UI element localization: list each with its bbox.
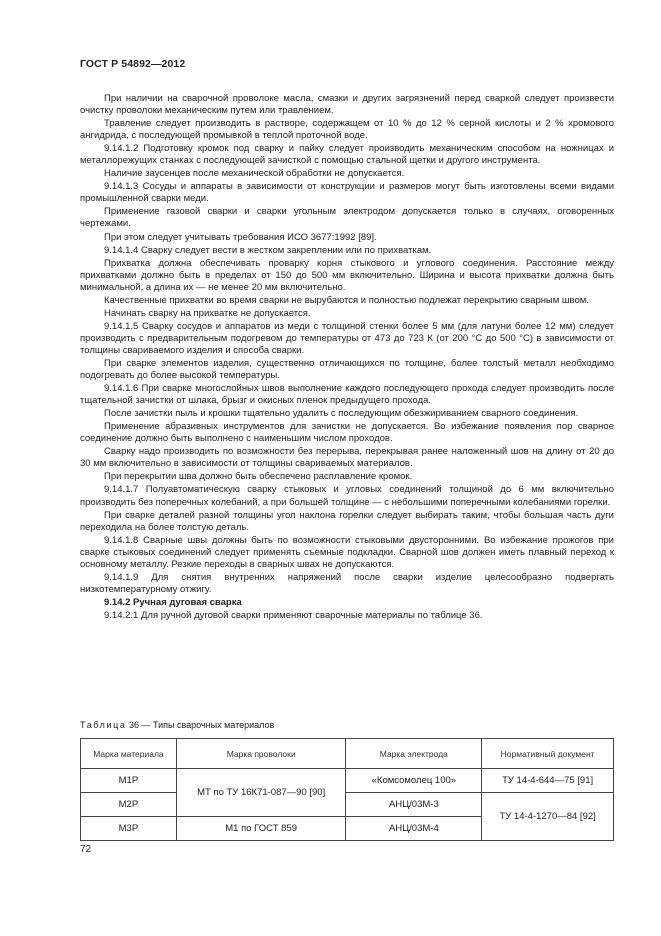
table-header-row xyxy=(81,739,614,769)
cell-material: М2Р xyxy=(81,793,177,817)
section-heading: 9.14.2 Ручная дуговая сварка xyxy=(104,596,242,608)
paragraph: После зачистки пыль и крошки тщательно удалить с последующим обезжириванием сварного соединения. xyxy=(104,408,579,420)
cell-document: ТУ 14-4-1270—84 [92] xyxy=(482,793,614,841)
document-header: ГОСТ Р 54892—2012 xyxy=(80,58,186,70)
cell-electrode: АНЦ/03М-4 xyxy=(346,817,482,841)
table-caption-title: 36 — Типы сварочных материалов xyxy=(126,720,275,730)
cell-material: М1Р xyxy=(81,769,177,793)
paragraph: Начинать сварку на прихватке не допускается. xyxy=(104,307,311,319)
header-electrode-grade: Марка электрода xyxy=(346,739,482,769)
cell-electrode: «Комсомолец 100» xyxy=(346,769,482,793)
paragraph: 9.14.1.2 Подготовку кромок под сварку и пайку следует производить механическим способом на ножницах и металлорежущих станках с последующей зачисткой с помощью стальной щетки и другого инструмента. xyxy=(80,143,614,167)
paragraph: 9.14.1.9 Для снятия внутренних напряжений после сварки изделие целесообразно подвергать низкотемпературному отжигу. xyxy=(80,571,614,595)
cell-wire: М1 по ГОСТ 859 xyxy=(176,817,346,841)
paragraph: Прихватка должна обеспечивать проварку корня стыкового и углового соединения. Расстояние между прихватками должно быть в пределах от 150 до 500 мм включительно. Ширина и высота прихватки должна быть минимальной, а длина их — не менее 20 мм включительно. xyxy=(80,257,614,293)
cell-material: М3Р xyxy=(81,817,177,841)
table-caption xyxy=(80,720,274,730)
paragraph: При этом следует учитывать требования ИСО 3677:1992 [89]. xyxy=(104,231,377,243)
header-normative-document: Нормативный документ xyxy=(482,739,614,769)
paragraph: 9.14.1.6 При сварке многослойных швов выполнение каждого последующего прохода следует производить после тщательной зачистки от шлака, брызг и окисных пленок предыдущего прохода. xyxy=(80,383,614,407)
cell-document: ТУ 14-4-644—75 [91] xyxy=(482,769,614,793)
paragraph: Сварку надо производить по возможности без перерыва, перекрывая ранее наложенный шов на длину от 20 до 30 мм включительно в зависимости от толщины свариваемых материалов. xyxy=(80,446,614,470)
paragraph: Наличие заусенцев после механической обработки не допускается. xyxy=(104,168,405,180)
paragraph: 9.14.1.5 Сварку сосудов и аппаратов из меди с толщиной стенки более 5 мм (для латуни более 12 мм) следует производить с предварительным подогревом до температуры от 473 до 723 К (от 200 °С до 500 °С) в зависимости от толщины свариваемого изделия и способа сварки. xyxy=(80,320,614,356)
welding-materials-table xyxy=(80,738,614,841)
paragraph: При сварке деталей разной толщины угол наклона горелки следует выбирать таким, чтобы большая часть дуги переходила на более толстую деталь. xyxy=(80,509,614,533)
paragraph: Применение абразивных инструментов для зачистки не допускается. Во избежание появления пор сварное соединение должно быть выполнено с наименьшим числом проходов. xyxy=(80,421,614,445)
cell-wire: МТ по ТУ 16К71-087—90 [90] xyxy=(176,769,346,817)
table-caption-prefix: Таблица xyxy=(80,720,127,730)
paragraph: При перекрытии шва должно быть обеспечено расплавление кромок. xyxy=(104,471,413,483)
document-body xyxy=(80,93,614,623)
paragraph: При наличии на сварочной проволоке масла, смазки и других загрязнений перед сваркой следует произвести очистку проволоки механическим путем или травлением. xyxy=(80,93,614,117)
paragraph: 9.14.1.4 Сварку следует вести в жестком закреплении или по прихваткам. xyxy=(104,244,432,256)
cell-electrode: АНЦ/03М-3 xyxy=(346,793,482,817)
paragraph: Травление следует производить в растворе, содержащем от 10 % до 12 % серной кислоты и 2 % хромового ангидрида, с последующей промывкой в теплой проточной воде. xyxy=(80,118,614,142)
table-row xyxy=(81,793,614,817)
header-wire-grade: Марка проволоки xyxy=(176,739,346,769)
paragraph: 9.14.1.7 Полуавтоматическую сварку стыковых и угловых соединений толщиной до 6 мм включительно производить без поперечных колебаний, а при большей толщине — с небольшими поперечными колебаниями горелки. xyxy=(80,484,614,508)
paragraph: 9.14.2.1 Для ручной дуговой сварки применяют сварочные материалы по таблице 36. xyxy=(104,609,483,621)
paragraph: 9.14.1.8 Сварные швы должны быть по возможности стыковыми двусторонними. Во избежание прожогов при сварке стыковых соединений следует применять съемные подкладки. Сварной шов должен иметь плавный переход к основному металлу. Резкие переходы в сварных швах не допускаются. xyxy=(80,534,614,570)
paragraph: 9.14.1.3 Сосуды и аппараты в зависимости от конструкции и размеров могут быть изготовлены всеми видами промышленной сварки меди. xyxy=(80,181,614,205)
page-number: 72 xyxy=(80,844,92,855)
paragraph: При сварке элементов изделия, существенно отличающихся по толщине, более толстый металл необходимо подогревать до более высокой температуры. xyxy=(80,357,614,382)
paragraph: Применение газовой сварки и сварки угольным электродом допускается только в случаях, оговоренных чертежами. xyxy=(80,206,614,230)
table-row xyxy=(81,769,614,793)
header-material-grade: Марка материала xyxy=(81,739,177,769)
paragraph: Качественные прихватки во время сварки не вырубаются и полностью подлежат перекрытию сварным швом. xyxy=(104,294,589,306)
